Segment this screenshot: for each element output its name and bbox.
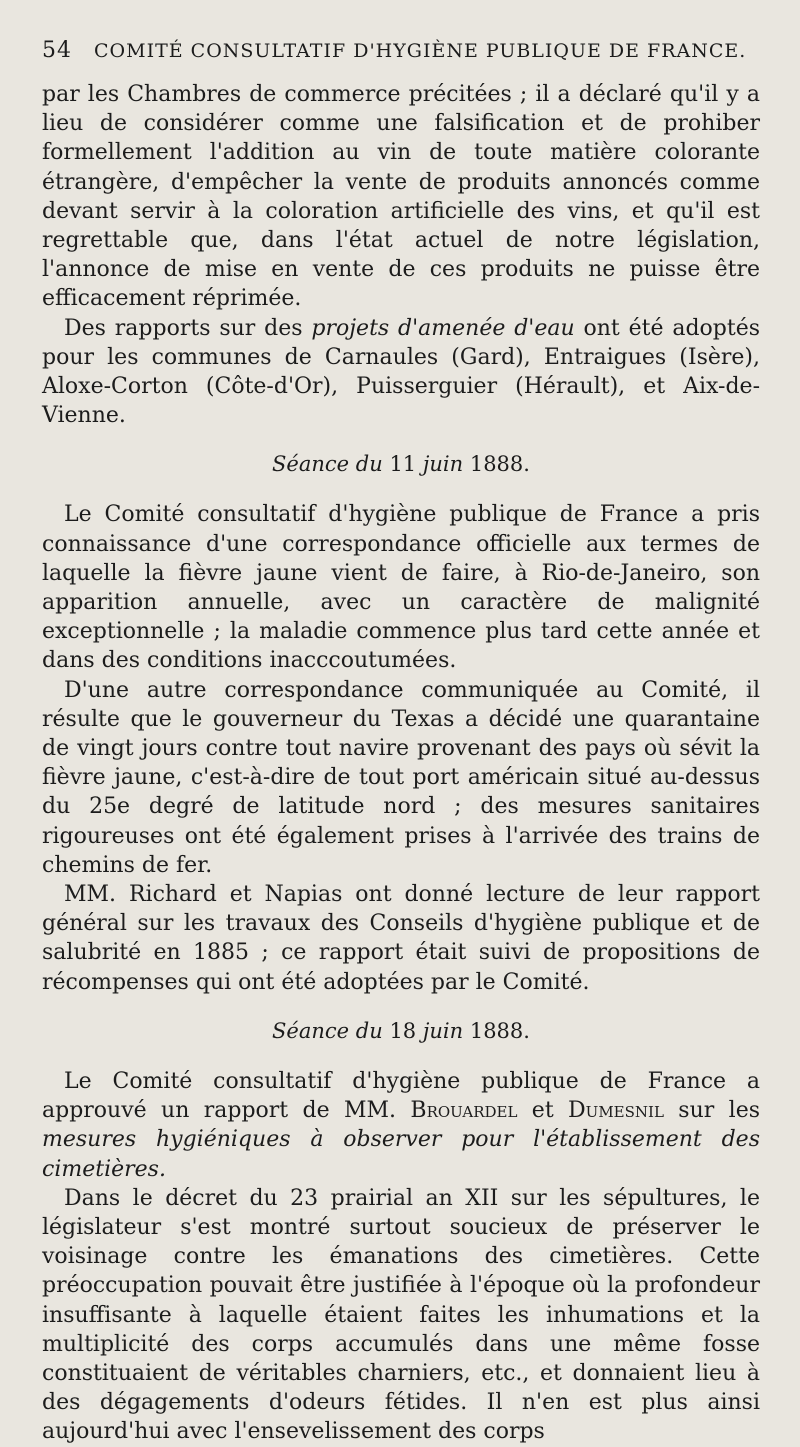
paragraph-7: Dans le décret du 23 prairial an XII sur les sépultures, le législateur s'est montré surtout soucieux de préserver le voisinage contre les émanations des cimetières. Cette préoccupation pouvait être justifiée à l'époque où la profondeur insuffisante à laquelle étaient faites les inhumations et la multiplicité des corps accumulés dans une même fosse constituaient de véritables charniers, etc., et donnaient lieu à des dégagements d'odeurs fétides. Il n'en est plus ainsi aujourd'hui avec l'ensevelissement des corps bbox=[42, 1185, 760, 1445]
author-brouardel: Brouardel bbox=[410, 1098, 518, 1124]
paragraph-6: Le Comité consultatif d'hygiène publique de France a approuvé un rapport de MM. Brouardel et Dumesnil sur les mesures hygiéniques à observer pour l'établissement des cimetières. bbox=[42, 1068, 761, 1182]
paragraph-4: D'une autre correspondance communiquée au Comité, il résulte que le gouverneur du Texas a décidé une quarantaine de vingt jours contre tout navire provenant des pays où sévit la fièvre jaune, c'est-à-dire de tout port américain situé au-dessus du 25e degré de latitude nord ; des mesures sanitaires rigoureuses ont été également prises à l'arrivée des trains de chemins de fer. bbox=[42, 677, 760, 878]
page-number: 54 bbox=[42, 38, 72, 63]
running-header bbox=[42, 38, 760, 80]
section-heading-june-11: Séance du 11 juin 1888. bbox=[272, 452, 530, 477]
paragraph-2-italic: projets d'amenée d'eau bbox=[311, 315, 575, 341]
report-title: mesures hygiéniques à observer pour l'établissement des cimetières. bbox=[42, 1127, 760, 1182]
section-heading-june-18: Séance du 18 juin 1888. bbox=[272, 1018, 530, 1043]
paragraph-2: Des rapports sur des projets d'amenée d'eau ont été adoptés pour les communes de Carnaules (Gard), Entraigues (Isère), Aloxe-Corton (Côte-d'Or), Puisserguier (Hérault), et Aix-de-Vienne. bbox=[42, 315, 761, 429]
running-title: COMITÉ CONSULTATIF D'HYGIÈNE PUBLIQUE DE FRANCE. bbox=[94, 40, 747, 62]
paragraph-5: MM. Richard et Napias ont donné lecture de leur rapport général sur les travaux des Conseils d'hygiène publique et de salubrité en 1885 ; ce rapport était suivi de propositions de récompenses qui ont été adoptées par le Comité. bbox=[42, 882, 760, 995]
paragraph-3: Le Comité consultatif d'hygiène publique de France a pris connaissance d'une correspondance officielle aux termes de laquelle la fièvre jaune vient de faire, à Rio-de-Janeiro, son apparition annuelle, avec un caractère de malignité exceptionnelle ; la maladie commence plus tard cette année et dans des conditions inacccoutumées. bbox=[42, 502, 760, 674]
author-dumesnil: Dumesnil bbox=[568, 1098, 664, 1124]
paragraph-1: par les Chambres de commerce précitées ; il a déclaré qu'il y a lieu de considérer comme une falsification et de prohiber formellement l'addition au vin de toute matière colorante étrangère, d'empêcher la vente de produits annoncés comme devant servir à la coloration artificielle des vins, et qu'il est regrettable que, dans l'état actuel de notre législation, l'annonce de mise en vente de ces produits ne puisse être efficacement réprimée. bbox=[42, 82, 760, 312]
